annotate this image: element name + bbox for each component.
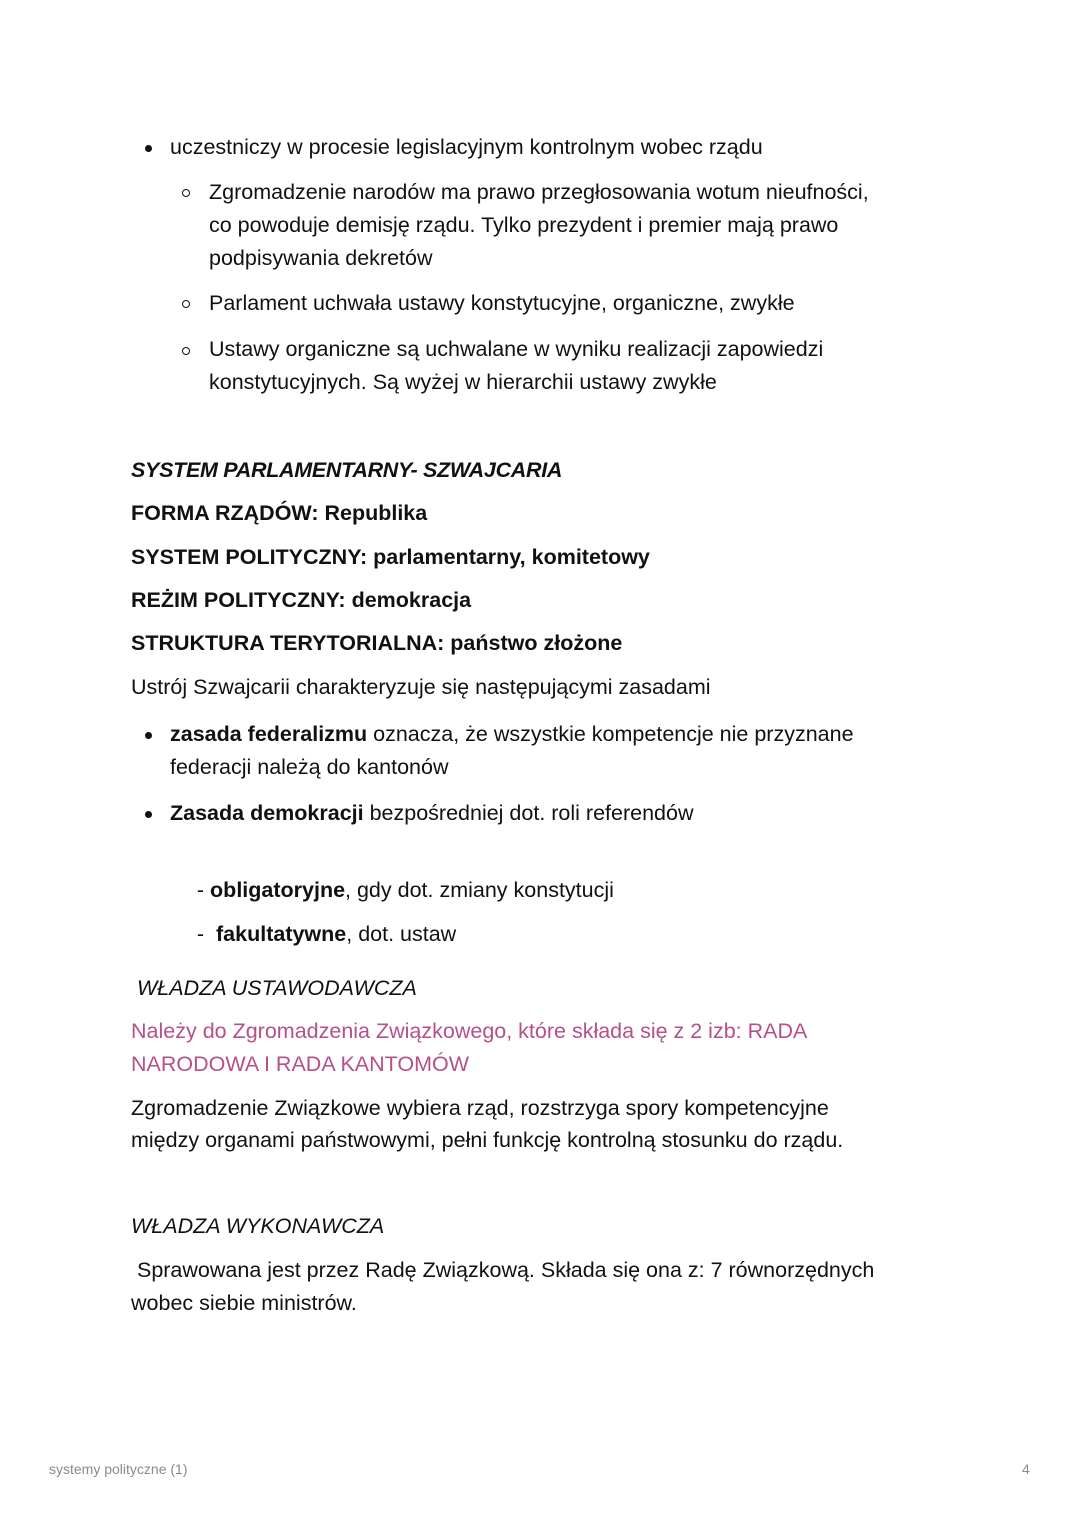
bullet-icon [145, 811, 152, 818]
executive-body-line: Sprawowana jest przez Radę Związkową. Składa się ona z: 7 równorzędnych [131, 1258, 875, 1282]
referendum-term: obligatoryjne [210, 878, 346, 902]
principle-federalism-line2: federacji należą do kantonów [170, 755, 449, 779]
circle-bullet-icon [182, 347, 190, 355]
referendum-optional [173, 885, 456, 984]
sub-list-item-line: Parlament uchwała ustawy konstytucyjne, organiczne, zwykłe [209, 291, 795, 315]
referendum-term: fakultatywne [216, 922, 347, 946]
fact-rezim-polityczny [131, 584, 471, 617]
intro-paragraph: Ustrój Szwajcarii charakteryzuje się następującymi zasadami [131, 675, 711, 699]
executive-body-line: wobec siebie ministrów. [131, 1291, 357, 1315]
sub-list-item-line: Ustawy organiczne są uchwalane w wyniku realizacji zapowiedzi [209, 337, 824, 361]
circle-bullet-icon [182, 300, 190, 308]
fact-label: REŻIM POLITYCZNY: [131, 588, 346, 612]
sub-list-item-line: konstytucyjnych. Są wyżej w hierarchii ustawy zwykłe [209, 370, 717, 394]
principle-term: Zasada demokracji [170, 801, 364, 825]
fact-label: FORMA RZĄDÓW: [131, 501, 319, 525]
principle-term: zasada federalizmu [170, 722, 368, 746]
sub-list-item-line: Zgromadzenie narodów ma prawo przegłosowania wotum nieufności, [209, 180, 869, 204]
fact-system-polityczny [131, 541, 650, 574]
executive-title: WŁADZA WYKONAWCZA [131, 1214, 385, 1238]
referendum-text: , gdy dot. zmiany konstytucji [345, 878, 614, 902]
dash: - [196, 878, 211, 902]
fact-label: STRUKTURA TERYTORIALNA: [131, 631, 445, 655]
bullet-icon [145, 145, 152, 152]
legislative-body-line: Zgromadzenie Związkowe wybiera rząd, rozstrzyga spory kompetencyjne [131, 1096, 829, 1120]
fact-value: demokracja [345, 588, 472, 612]
principle-democracy [170, 797, 693, 830]
circle-bullet-icon [182, 189, 190, 197]
fact-value: Republika [318, 501, 428, 525]
dash: - [196, 922, 217, 946]
fact-label: SYSTEM POLITYCZNY: [131, 545, 368, 569]
legislative-body-line: między organami państwowymi, pełni funkcję kontrolną stosunku do rządu. [131, 1128, 844, 1152]
legislative-highlight-line: Należy do Zgromadzenia Związkowego, które składa się z 2 izb: RADA [131, 1019, 808, 1043]
fact-forma-rzadow [131, 497, 427, 530]
principle-text: oznacza, że wszystkie kompetencje nie przyznane [367, 722, 854, 746]
fact-struktura-terytorialna [131, 627, 622, 660]
principle-federalism [170, 718, 854, 751]
footer-page-number: 4 [1022, 1461, 1030, 1477]
fact-value: parlamentarny, komitetowy [367, 545, 650, 569]
fact-value: państwo złożone [444, 631, 623, 655]
legislative-title: WŁADZA USTAWODAWCZA [131, 976, 417, 1000]
principle-text: bezpośredniej dot. roli referendów [363, 801, 694, 825]
sub-list-item-line: podpisywania dekretów [209, 246, 433, 270]
legislative-highlight-line: NARODOWA I RADA KANTOMÓW [131, 1052, 470, 1076]
section-title: SYSTEM PARLAMENTARNY- SZWAJCARIA [131, 458, 563, 482]
list-item: uczestniczy w procesie legislacyjnym kontrolnym wobec rządu [170, 135, 763, 159]
bullet-icon [145, 732, 152, 739]
footer-doc-name: systemy polityczne (1) [49, 1461, 188, 1477]
referendum-text: , dot. ustaw [346, 922, 457, 946]
sub-list-item-line: co powoduje demisję rządu. Tylko prezydent i premier mają prawo [209, 213, 839, 237]
